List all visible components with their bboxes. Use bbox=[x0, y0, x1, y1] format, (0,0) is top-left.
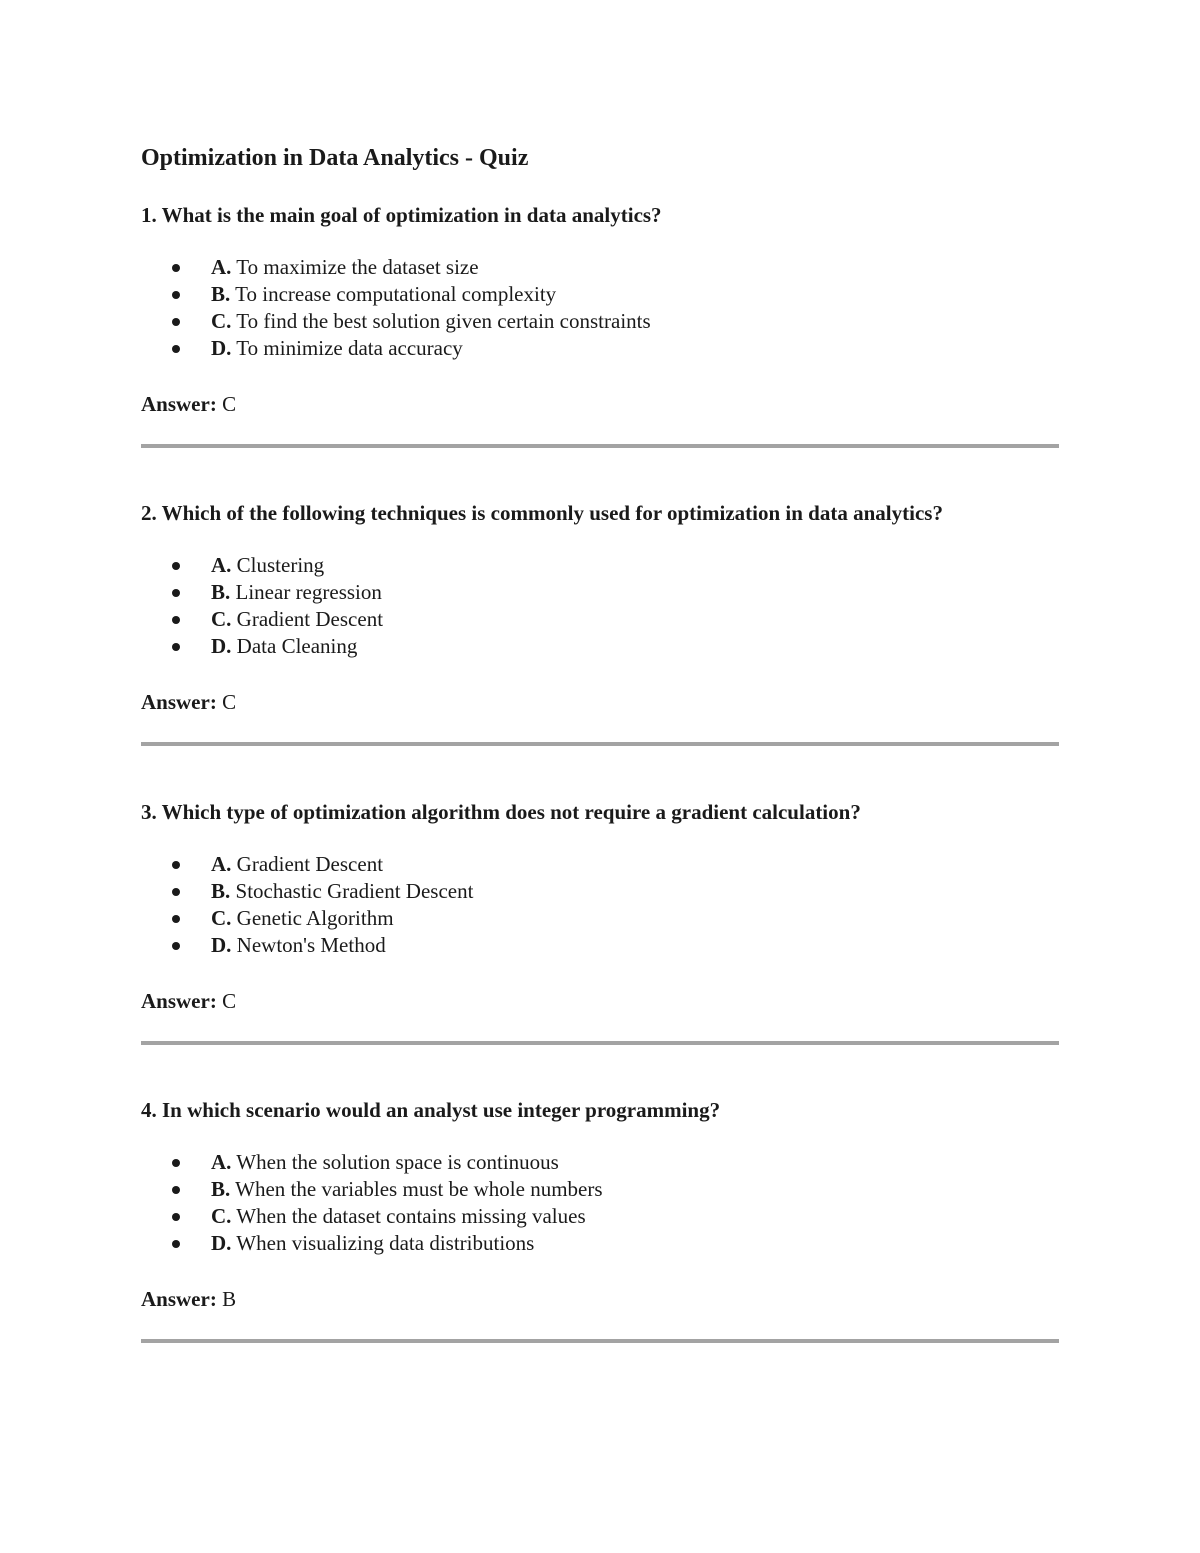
option-item bbox=[141, 1230, 1059, 1257]
option-letter: A. bbox=[211, 255, 232, 279]
option-letter: C. bbox=[211, 607, 232, 631]
question-text: 2. Which of the following techniques is commonly used for optimization in data analytics? bbox=[141, 501, 943, 525]
option-item bbox=[141, 308, 1059, 335]
answer-label: Answer: bbox=[141, 690, 217, 714]
bullet-icon bbox=[172, 1159, 180, 1167]
option-letter: C. bbox=[211, 309, 232, 333]
option-text: Linear regression bbox=[235, 580, 382, 604]
answer-value: C bbox=[222, 392, 237, 416]
option-item bbox=[141, 1149, 1059, 1176]
option-text: To find the best solution given certain constraints bbox=[236, 309, 651, 333]
option-letter: B. bbox=[211, 282, 231, 306]
option-item bbox=[141, 851, 1059, 878]
option-letter: D. bbox=[211, 1231, 232, 1255]
bullet-icon bbox=[172, 562, 180, 570]
answer-line bbox=[141, 986, 1059, 1016]
bullet-icon bbox=[172, 942, 180, 950]
option-letter: C. bbox=[211, 1204, 232, 1228]
option-text: Stochastic Gradient Descent bbox=[235, 879, 474, 903]
answer-line bbox=[141, 687, 1059, 717]
option-list bbox=[141, 1149, 1059, 1257]
option-text: When the solution space is continuous bbox=[236, 1150, 559, 1174]
option-letter: D. bbox=[211, 634, 232, 658]
horizontal-divider bbox=[141, 742, 1059, 746]
answer-value: B bbox=[222, 1287, 237, 1311]
option-item bbox=[141, 552, 1059, 579]
bullet-icon bbox=[172, 915, 180, 923]
option-text: When the variables must be whole numbers bbox=[235, 1177, 603, 1201]
bullet-icon bbox=[172, 589, 180, 597]
option-item bbox=[141, 633, 1059, 660]
answer-label: Answer: bbox=[141, 989, 217, 1013]
option-text: Data Cleaning bbox=[236, 634, 358, 658]
bullet-icon bbox=[172, 345, 180, 353]
bullet-icon bbox=[172, 291, 180, 299]
option-text: Gradient Descent bbox=[236, 607, 384, 631]
option-text: To minimize data accuracy bbox=[236, 336, 463, 360]
question-1 bbox=[141, 200, 1059, 448]
option-item bbox=[141, 281, 1059, 308]
question-text: 4. In which scenario would an analyst use integer programming? bbox=[141, 1098, 721, 1122]
bullet-icon bbox=[172, 1213, 180, 1221]
answer-value: C bbox=[222, 690, 237, 714]
question-text: 1. What is the main goal of optimization in data analytics? bbox=[141, 203, 662, 227]
option-text: Newton's Method bbox=[236, 933, 386, 957]
option-text: Gradient Descent bbox=[236, 852, 384, 876]
answer-line bbox=[141, 389, 1059, 419]
option-item bbox=[141, 335, 1059, 362]
option-letter: B. bbox=[211, 879, 231, 903]
option-letter: D. bbox=[211, 933, 232, 957]
question-2 bbox=[141, 498, 1059, 746]
bullet-icon bbox=[172, 264, 180, 272]
answer-label: Answer: bbox=[141, 1287, 217, 1311]
bullet-icon bbox=[172, 888, 180, 896]
option-list bbox=[141, 254, 1059, 362]
question-4 bbox=[141, 1095, 1059, 1343]
option-text: When the dataset contains missing values bbox=[236, 1204, 586, 1228]
option-item bbox=[141, 579, 1059, 606]
option-letter: A. bbox=[211, 553, 232, 577]
bullet-icon bbox=[172, 318, 180, 326]
horizontal-divider bbox=[141, 1041, 1059, 1045]
horizontal-divider bbox=[141, 444, 1059, 448]
option-item bbox=[141, 1203, 1059, 1230]
option-text: Clustering bbox=[236, 553, 325, 577]
option-text: When visualizing data distributions bbox=[236, 1231, 535, 1255]
option-letter: B. bbox=[211, 1177, 231, 1201]
option-text: To increase computational complexity bbox=[235, 282, 557, 306]
horizontal-divider bbox=[141, 1339, 1059, 1343]
option-item bbox=[141, 878, 1059, 905]
question-text: 3. Which type of optimization algorithm does not require a gradient calculation? bbox=[141, 800, 861, 824]
bullet-icon bbox=[172, 861, 180, 869]
answer-label: Answer: bbox=[141, 392, 217, 416]
option-letter: D. bbox=[211, 336, 232, 360]
option-item bbox=[141, 606, 1059, 633]
option-letter: A. bbox=[211, 1150, 232, 1174]
option-text: To maximize the dataset size bbox=[236, 255, 479, 279]
option-letter: B. bbox=[211, 580, 231, 604]
option-item bbox=[141, 905, 1059, 932]
answer-value: C bbox=[222, 989, 237, 1013]
option-item bbox=[141, 254, 1059, 281]
option-list bbox=[141, 552, 1059, 660]
document-title: Optimization in Data Analytics - Quiz bbox=[141, 145, 529, 171]
bullet-icon bbox=[172, 616, 180, 624]
option-text: Genetic Algorithm bbox=[236, 906, 394, 930]
bullet-icon bbox=[172, 643, 180, 651]
option-list bbox=[141, 851, 1059, 959]
question-3 bbox=[141, 797, 1059, 1045]
option-letter: C. bbox=[211, 906, 232, 930]
option-letter: A. bbox=[211, 852, 232, 876]
bullet-icon bbox=[172, 1240, 180, 1248]
option-item bbox=[141, 932, 1059, 959]
answer-line bbox=[141, 1284, 1059, 1314]
option-item bbox=[141, 1176, 1059, 1203]
bullet-icon bbox=[172, 1186, 180, 1194]
